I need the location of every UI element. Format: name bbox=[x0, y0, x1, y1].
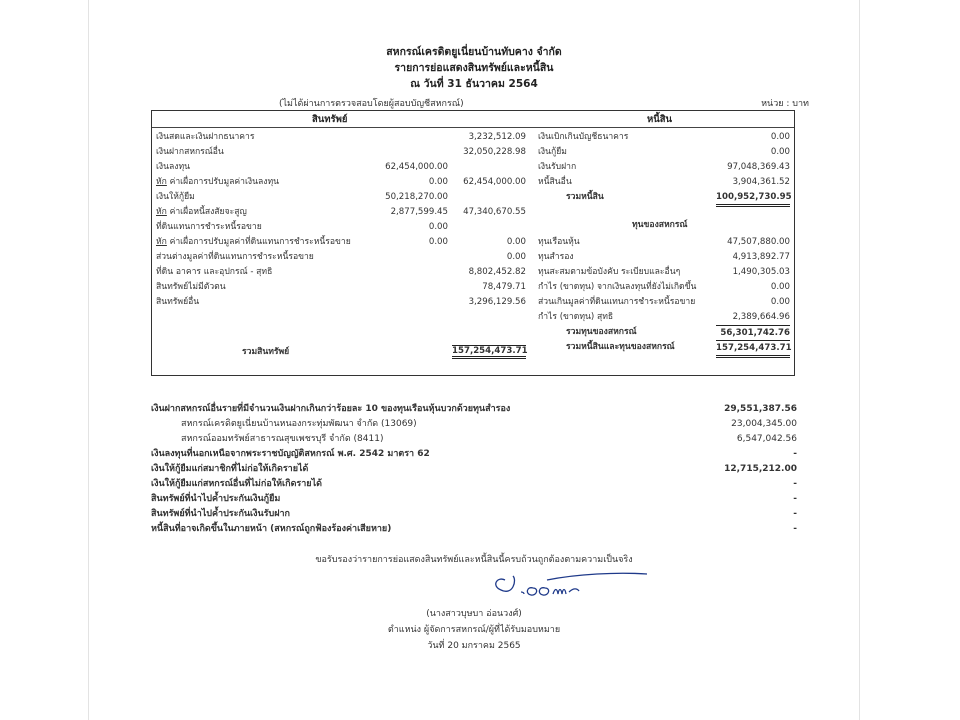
note-value: 23,004,345.00 bbox=[731, 419, 797, 429]
equity-row bbox=[536, 265, 794, 279]
asset-label-text: เงินฝากสหกรณ์อื่น bbox=[156, 147, 224, 157]
total-assets-value: 157,254,473.71 bbox=[452, 345, 526, 359]
equity-value: 0.00 bbox=[770, 297, 790, 307]
asset-label bbox=[156, 175, 279, 189]
signer-position: ตำแหน่ง ผู้จัดการสหกรณ์/ผู้ที่ได้รับมอบหมาย bbox=[387, 625, 561, 635]
liability-row bbox=[536, 145, 794, 159]
asset-row bbox=[152, 295, 532, 309]
asset-label bbox=[156, 235, 351, 249]
liabilities-heading: หนี้สิน bbox=[647, 114, 673, 125]
equity-row bbox=[536, 295, 794, 309]
equity-label: ทุนสะสมตามข้อบังคับ ระเบียบและอื่นๆ bbox=[538, 267, 681, 277]
asset-row bbox=[152, 160, 532, 174]
note-row bbox=[151, 492, 797, 507]
asset-total-value: 3,232,512.09 bbox=[468, 132, 526, 142]
equity-row bbox=[536, 280, 794, 294]
note-row bbox=[151, 447, 797, 462]
asset-row bbox=[152, 145, 532, 159]
asset-label bbox=[156, 280, 226, 294]
asset-row bbox=[152, 205, 532, 219]
liability-label: เงินรับฝาก bbox=[538, 162, 577, 172]
total-liabilities-value: 100,952,730.95 bbox=[716, 190, 790, 207]
asset-label-text: ส่วนต่างมูลค่าที่ดินแทนการชำระหนี้รอขาย bbox=[156, 252, 314, 262]
asset-total-value: 47,340,670.55 bbox=[463, 207, 526, 217]
asset-row bbox=[152, 175, 532, 189]
report-date: ณ วันที่ 31 ธันวาคม 2564 bbox=[410, 78, 538, 90]
asset-total-value: 62,454,000.00 bbox=[463, 177, 526, 187]
asset-label bbox=[156, 145, 224, 159]
org-name: สหกรณ์เครดิตยูเนี่ยนบ้านทับคาง จำกัด bbox=[386, 46, 562, 58]
asset-deduct-prefix: หัก bbox=[156, 177, 167, 187]
total-equity-value: 56,301,742.76 bbox=[716, 325, 790, 340]
asset-row bbox=[152, 235, 532, 249]
note-value: 29,551,387.56 bbox=[724, 404, 797, 414]
document-page bbox=[88, 0, 860, 720]
report-title: รายการย่อแสดงสินทรัพย์และหนี้สิน bbox=[394, 62, 554, 74]
unit-label: หน่วย : บาท bbox=[761, 99, 809, 109]
grand-total-row bbox=[536, 340, 794, 354]
note-row bbox=[151, 522, 797, 537]
equity-value: 2,389,664.96 bbox=[732, 312, 790, 322]
equity-row bbox=[536, 310, 794, 324]
equity-value: 1,490,305.03 bbox=[732, 267, 790, 277]
total-assets-label: รวมสินทรัพย์ bbox=[242, 347, 290, 357]
total-equity-row bbox=[536, 325, 794, 339]
note-row bbox=[151, 462, 797, 477]
equity-label: ทุนเรือนหุ้น bbox=[538, 237, 580, 247]
note-text: สหกรณ์ออมทรัพย์สาธารณสุขเพชรบุรี จำกัด (8411) bbox=[181, 434, 384, 444]
asset-row bbox=[152, 220, 532, 234]
asset-label-text: ค่าเผื่อการปรับมูลค่าเงินลงทุน bbox=[166, 177, 280, 187]
asset-label bbox=[156, 265, 272, 279]
note-text: หนี้สินที่อาจเกิดขึ้นในภายหน้า (สหกรณ์ถูกฟ้องร้องค่าเสียหาย) bbox=[151, 524, 392, 534]
liability-value: 3,904,361.52 bbox=[732, 177, 790, 187]
balance-sheet-table bbox=[151, 110, 795, 376]
note-row bbox=[151, 417, 797, 432]
asset-label bbox=[156, 130, 254, 144]
note-value: - bbox=[793, 449, 797, 459]
asset-deduct-prefix: หัก bbox=[156, 207, 167, 217]
asset-label-text: ค่าเผื่อการปรับมูลค่าที่ดินแทนการชำระหนี้รอขาย bbox=[166, 237, 351, 247]
asset-label bbox=[156, 190, 195, 204]
asset-total-value: 3,296,129.56 bbox=[468, 297, 526, 307]
notes-section bbox=[151, 402, 797, 537]
asset-label-text: สินทรัพย์อื่น bbox=[156, 297, 200, 307]
liability-label: หนี้สินอื่น bbox=[538, 177, 572, 187]
signer-name: (นางสาวบุษบา อ่อนวงศ์) bbox=[426, 609, 522, 619]
asset-label-text: ที่ดินแทนการชำระหนี้รอขาย bbox=[156, 222, 262, 232]
liability-row bbox=[536, 130, 794, 144]
note-value: - bbox=[793, 494, 797, 504]
signer-block bbox=[89, 606, 859, 654]
asset-label-text: เงินให้กู้ยืม bbox=[156, 192, 195, 202]
liability-value: 0.00 bbox=[770, 132, 790, 142]
asset-row bbox=[152, 190, 532, 204]
asset-label bbox=[156, 220, 262, 234]
note-value: - bbox=[793, 479, 797, 489]
asset-total-value: 78,479.71 bbox=[482, 282, 526, 292]
note-text: เงินลงทุนที่นอกเหนือจากพระราชบัญญัติสหกรณ์ พ.ศ. 2542 มาตรา 62 bbox=[151, 449, 430, 459]
asset-label-text: ค่าเผื่อหนี้สงสัยจะสูญ bbox=[166, 207, 247, 217]
asset-row bbox=[152, 280, 532, 294]
equity-row bbox=[536, 250, 794, 264]
liability-label: เงินเบิกเกินบัญชีธนาคาร bbox=[538, 132, 629, 142]
note-value: 6,547,042.56 bbox=[736, 434, 797, 444]
liability-value: 0.00 bbox=[770, 147, 790, 157]
grand-total-label: รวมหนี้สินและทุนของสหกรณ์ bbox=[566, 342, 675, 352]
liability-row bbox=[536, 175, 794, 189]
asset-total-value: 0.00 bbox=[506, 237, 526, 247]
liability-row bbox=[536, 160, 794, 174]
note-text: สินทรัพย์ที่นำไปค้ำประกันเงินรับฝาก bbox=[151, 509, 290, 519]
liability-value: 97,048,369.43 bbox=[727, 162, 790, 172]
asset-label bbox=[156, 295, 199, 309]
liability-label: เงินกู้ยืม bbox=[538, 147, 567, 157]
note-row bbox=[151, 477, 797, 492]
asset-total-value: 8,802,452.82 bbox=[468, 267, 526, 277]
total-equity-label: รวมทุนของสหกรณ์ bbox=[566, 327, 637, 337]
asset-sub-value: 0.00 bbox=[428, 222, 448, 232]
total-liabilities-label: รวมหนี้สิน bbox=[566, 192, 604, 202]
equity-heading: ทุนของสหกรณ์ bbox=[632, 220, 688, 230]
note-text: เงินฝากสหกรณ์อื่นรายที่มีจำนวนเงินฝากเกินกว่าร้อยละ 10 ของทุนเรือนหุ้นบวกด้วยทุนสำรอง bbox=[151, 404, 511, 414]
asset-label bbox=[156, 160, 190, 174]
asset-label bbox=[156, 205, 247, 219]
signer-date: วันที่ 20 มกราคม 2565 bbox=[427, 641, 521, 651]
note-row bbox=[151, 432, 797, 447]
asset-row bbox=[152, 130, 532, 144]
note-value: - bbox=[793, 524, 797, 534]
asset-sub-value: 2,877,599.45 bbox=[390, 207, 448, 217]
asset-total-value: 0.00 bbox=[506, 252, 526, 262]
header-divider bbox=[152, 127, 794, 128]
equity-label: ส่วนเกินมูลค่าที่ดินแทนการชำระหนี้รอขาย bbox=[538, 297, 696, 307]
note-text: เงินให้กู้ยืมแก่สมาชิกที่ไม่ก่อให้เกิดรายได้ bbox=[151, 464, 309, 474]
asset-sub-value: 0.00 bbox=[428, 237, 448, 247]
equity-row bbox=[536, 235, 794, 249]
note-value: - bbox=[793, 509, 797, 519]
note-text: สหกรณ์เครดิตยูเนี่ยนบ้านหนองกระทุ่มพัฒนา จำกัด (13069) bbox=[181, 419, 417, 429]
audit-note: (ไม่ได้ผ่านการตรวจสอบโดยผู้สอบบัญชีสหกรณ์) bbox=[279, 99, 464, 109]
asset-label-text: สินทรัพย์ไม่มีตัวตน bbox=[156, 282, 226, 292]
asset-total-value: 32,050,228.98 bbox=[463, 147, 526, 157]
report-title-block bbox=[89, 44, 859, 92]
asset-label-text: เงินลงทุน bbox=[156, 162, 191, 172]
asset-label-text: เงินสดและเงินฝากธนาคาร bbox=[156, 132, 255, 142]
note-text: สินทรัพย์ที่นำไปค้ำประกันเงินกู้ยืม bbox=[151, 494, 281, 504]
asset-sub-value: 0.00 bbox=[428, 177, 448, 187]
note-row bbox=[151, 507, 797, 522]
note-row bbox=[151, 402, 797, 417]
certification-text: ขอรับรองว่ารายการย่อแสดงสินทรัพย์และหนี้สินนี้ครบถ้วนถูกต้องตามความเป็นจริง bbox=[315, 555, 633, 565]
asset-label bbox=[156, 250, 314, 264]
grand-total-value: 157,254,473.71 bbox=[716, 340, 790, 358]
equity-value: 4,913,892.77 bbox=[732, 252, 790, 262]
equity-value: 0.00 bbox=[770, 282, 790, 292]
note-value: 12,715,212.00 bbox=[724, 464, 797, 474]
assets-heading: สินทรัพย์ bbox=[312, 114, 348, 125]
asset-sub-value: 50,218,270.00 bbox=[385, 192, 448, 202]
asset-label-text: ที่ดิน อาคาร และอุปกรณ์ - สุทธิ bbox=[156, 267, 273, 277]
equity-label: กำไร (ขาดทุน) สุทธิ bbox=[538, 312, 614, 322]
asset-deduct-prefix: หัก bbox=[156, 237, 167, 247]
asset-row bbox=[152, 250, 532, 264]
note-text: เงินให้กู้ยืมแก่สหกรณ์อื่นที่ไม่ก่อให้เกิดรายได้ bbox=[151, 479, 322, 489]
asset-sub-value: 62,454,000.00 bbox=[385, 162, 448, 172]
equity-label: กำไร (ขาดทุน) จากเงินลงทุนที่ยังไม่เกิดขึ้น bbox=[538, 282, 697, 292]
asset-row bbox=[152, 265, 532, 279]
signature-image bbox=[487, 566, 667, 604]
equity-label: ทุนสำรอง bbox=[538, 252, 574, 262]
equity-value: 47,507,880.00 bbox=[727, 237, 790, 247]
total-liabilities-row bbox=[536, 190, 794, 204]
